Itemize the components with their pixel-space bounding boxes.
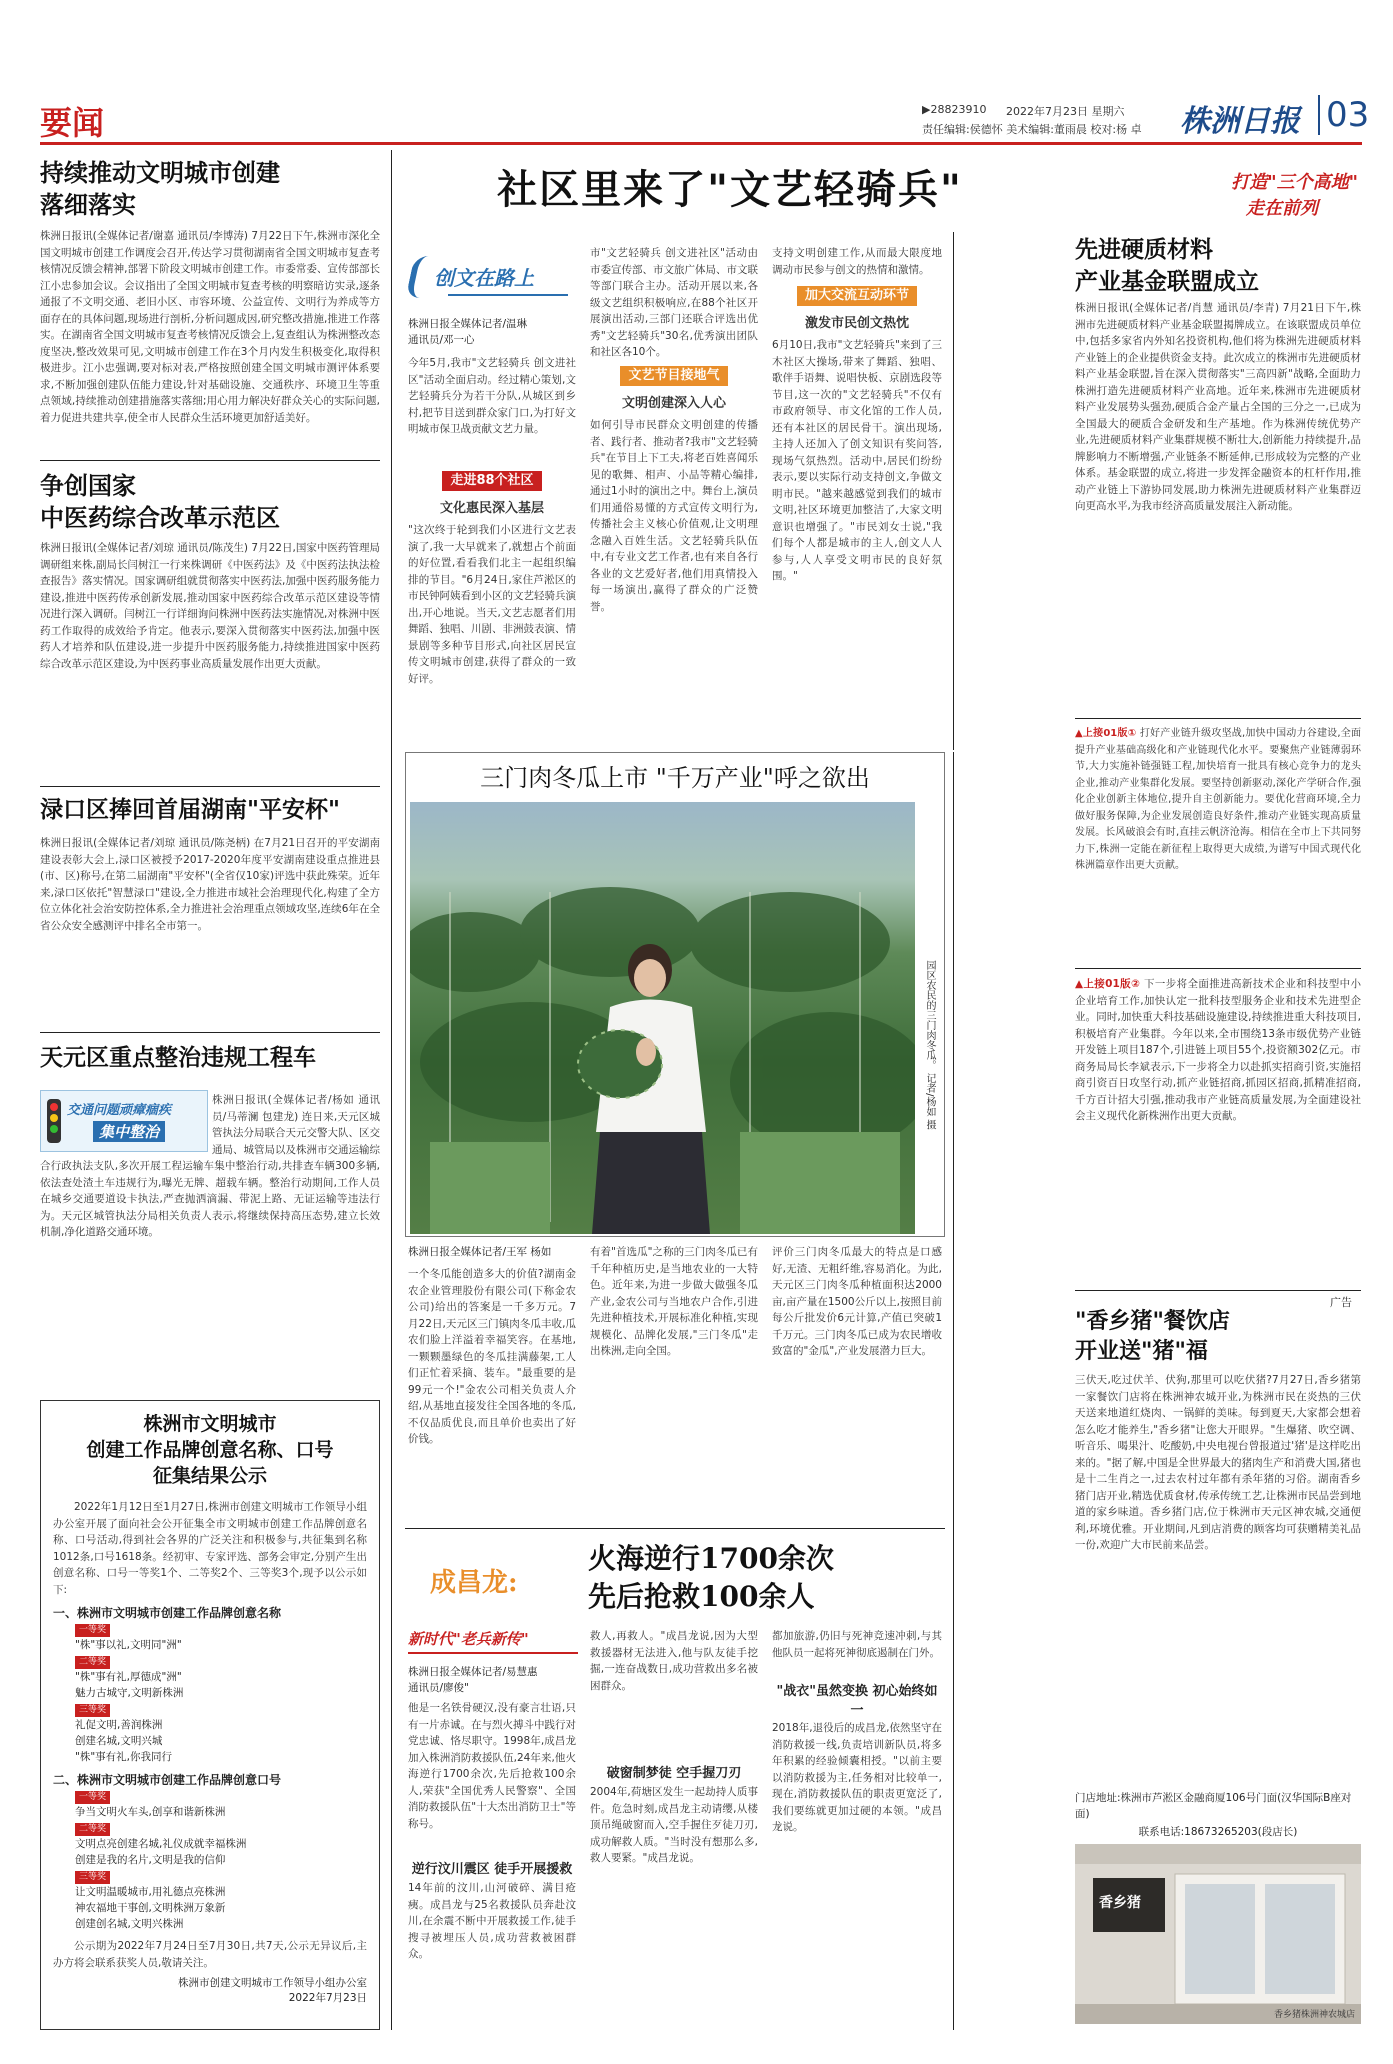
byline-winter-melon: 株洲日报全媒体记者/王军 杨如 [408, 1246, 552, 1258]
continued-ref-2: ▲上接01版② [1075, 978, 1141, 990]
firefighter-subhead-a: 逆行汶川震区 徒手开展援救 [411, 1862, 573, 1877]
firefighter-col-c: 都加旅游,仍旧与死神竞速冲刺,与其他队员一起将死神彻底遏制在门外。 [772, 1630, 942, 1659]
column-logo-civilization [408, 250, 574, 310]
art-cavalry-col-b2: 如何引导市民群众文明创建的传播者、践行者、推动者?我市"文艺轻骑兵"在节目上下工夫,将老百姓喜闻乐见的歌舞、相声、小品等精心编排,通过1小时的演出之中。舞台上,演员们用通俗易懂的方式宣传文明行为,传播社会主义核心价值观,让文明理念融入百姓生活。文艺轻骑兵队伍中,有专业文艺工作者,也有来自各行各业的文艺爱好者,他们用真情投入每一场演出,赢得了群众的广泛赞誉。 [590, 419, 758, 613]
column-tag-veteran [408, 1628, 578, 1654]
winter-melon-col-c: 评价三门肉冬瓜最大的特点是口感好,无渣、无粗纤维,容易消化。为此,天元区三门肉冬瓜种植面积达2000亩,亩产量在1500公斤以上,按照目前每公斤批发价6元计算,产值已突破1千万元。三门肉冬瓜已成为农民增收致富的"金瓜",产业发展潜力巨大。 [772, 1246, 942, 1357]
column-divider [391, 150, 392, 2030]
column-divider [953, 752, 954, 2030]
photo-caption-winter-melon: 园区农民的三门肉冬瓜。 记者/杨如 摄 [924, 960, 935, 1130]
notice-intro: 2022年1月12日至1月27日,株洲市创建文明城市工作领导小组办公室开展了面向社会公开征集全市文明城市创建工作品牌创意名称、口号活动,得到社会各界的广泛关注和积极参与,共征集到名称1012条,口号1618条。经初审、专家评选、部务会审定,分别产生出创意名称、口号一等奖1个、二等奖2个、三等奖3个,现予以公示如下: [53, 1501, 367, 1596]
logo-text: 创文在路上 [434, 266, 534, 290]
firefighter-col-a2: 14年前的汶川,山河破碎、满目疮痍。成昌龙与25名救援队员奔赴汶川,在余震不断中开展救援工作,徒手搜寻被埋压人员,成功营救被困群众。 [408, 1882, 576, 1960]
award-entry: 创建名城,文明兴城 [75, 1735, 163, 1747]
firefighter-col-b2: 2004年,荷塘区发生一起劫持人质事件。危急时刻,成昌龙主动请缨,从楼顶吊绳破窗而入,空手握住歹徒刀刃,成功解救人质。"当时没有想那么多,救人要紧。"成昌龙说。 [590, 1786, 758, 1864]
award-tag: 二等奖 [75, 1820, 367, 1836]
article-title-tianyuan-trucks: 天元区重点整治违规工程车 [40, 1044, 316, 1071]
continued-ref-1: ▲上接01版① [1075, 728, 1137, 739]
section-label: 要闻 [40, 104, 105, 142]
winter-melon-col-b: 有着"首选瓜"之称的三门肉冬瓜已有千年种植历史,是当地农业的一大特色。近年来,为进一步做大做强冬瓜产业,金农公司与当地农户合作,引进先进种植技术,开展标准化种植,实现规模化、品牌化发展,"三门冬瓜"走出株洲,走向全国。 [590, 1246, 758, 1357]
award-entry: "株"事有礼,厚德成"洲" [75, 1671, 182, 1683]
award-entry: 争当文明火车头,创享和谐新株洲 [75, 1806, 226, 1818]
award-entry: 创建创名城,文明兴株洲 [75, 1918, 184, 1930]
column-tag-text: 新时代"老兵新传" [408, 1630, 529, 1648]
ad-rule [1075, 1290, 1361, 1291]
divider [40, 786, 380, 787]
divider [405, 1528, 945, 1529]
store-photo-caption: 香乡猪株洲神农城店 [1273, 2010, 1355, 2020]
award-tag: 三等奖 [75, 1868, 367, 1884]
masthead-hotline: ▶28823910 [922, 103, 987, 116]
notice-section-1-list [53, 1621, 367, 1765]
column-divider [953, 232, 954, 750]
badge-line-1: 交通问题顽瘴痼疾 [67, 1103, 172, 1118]
notice-section-1: 一、株洲市文明城市创建工作品牌创意名称 [53, 1606, 282, 1620]
masthead-page-number: 03 [1318, 95, 1369, 135]
winter-melon-col-a: 一个冬瓜能创造多大的价值?湖南金农企业管理股份有限公司(下称金农公司)给出的答案是一千多万元。7月22日,天元区三门镇肉冬瓜丰收,瓜农们脸上洋溢着幸福笑容。在基地,一颗颗墨绿色的冬瓜挂满藤架,工人们正忙着采摘、装车。"最重要的是99元一个!"金农公司相关负责人介绍,从基地直接发往全国各地的冬瓜,不仅品质优良,而且单价也卖出了好价钱。 [408, 1268, 576, 1445]
art-cavalry-col-c: 支持文明创建工作,从而最大限度地调动市民参与创文的热情和激情。 [772, 247, 942, 276]
article-body-civilized-city: 株洲日报讯(全媒体记者/谢嘉 通讯员/李博涛) 7月22日下午,株洲市深化全国文明城市创建工作调度会召开,传达学习贯彻湖南省全国文明城市复查考核情况反馈会精神,部署下阶段文明城市创建工作。市委常委、宣传部部长江小忠参加会议。会议指出了全国文明城市复查考核的明察暗访实录,逐条通报了不文明交通、老旧小区、市容环境、公益宣传、文明行为养成等方面存在的具体问题,现场进行剖析,分析问题成因,研究整改措施,推进工作落实。在湖南省全国文明城市复查考核情况反馈会上,复查组认为株洲整改态度坚决,整改效果可见,文明城市创建工作在3个月内发生积极变化,取得积极进步。江小忠强调,要对标对表,严格按照创建全国文明城市测评体系要求,不断加强创建队伍能力建设,针对基础设施、交通秩序、环境卫生等重点领域,持续推动创建措施落实落细;用心用力解决好群众关心的实际问题,着力促进共建共享,使全市人民群众生活环境更加舒适美好。 [40, 230, 380, 424]
notice-section-2: 二、株洲市文明城市创建工作品牌创意口号 [53, 1773, 282, 1787]
art-cavalry-col-c2: 6月10日,我市"文艺轻骑兵"来到了三木社区大操场,带来了舞蹈、独唱、歌伴手语舞、说唱快板、京剧选段等节目,这一次的"文艺轻骑兵"不仅有市政府领导、市文化馆的工作人员,还有本社区的居民骨干。演出现场,主持人还加入了创文知识有奖问答,现场气氛热烈。活动中,居民们纷纷表示,要以实际行动支持创文,争做文明市民。"越来越感觉到我们的城市文明,社区环境更加整洁了,大家文明意识也增强了。"市民刘女士说,"我们每个人都是城市的主人,创文人人参与,人人享受文明市民的良好氛围。" [772, 339, 942, 582]
article-body-tianyuan-trucks: 株洲日报讯(全媒体记者/杨如 通讯员/马蒂澜 包建龙) 连日来,天元区城管执法分局联合天元交警大队、区交通局、城管局以及株洲市交通运输综合行政执法支队,多次开展工程运输车集中整治行动,共排查车辆300多辆,依法查处渣土车违规行为,曝光无牌、超载车辆。整治行动期间,工作人员在城乡交通要道设卡执法,严查抛洒滴漏、带泥上路、无证运输等违法行为。天元区城管执法分局相关负责人表示,将继续保持高压态势,建立长效机制,净化道路交通环境。 [40, 1094, 380, 1238]
art-cavalry-subhead-b: 文艺节目接地气 文明创建深入人心 [621, 368, 726, 411]
article-body-lukou-safety-cup: 株洲日报讯(全媒体记者/刘琼 通讯员/陈尧柄) 在7月21日召开的平安湖南建设表彰大会上,渌口区被授予2017-2020年度平安湖南建设重点推进县(市、区)称号,在第二届湖南"平安杯"(全省仅10家)评选中获此殊荣。近年来,渌口区依托"智慧渌口"建设,全力推进市域社会治理现代化,构建了全方位立体化社会治安防控体系,全力推进社会治理重点领域攻坚,连续6年在全省公众安全感测评中排名全市第一。 [40, 837, 380, 932]
store-address: 门店地址:株洲市芦淞区金融商厦106号门面(汉华国际B座对面) [1075, 1792, 1352, 1820]
art-cavalry-subhead-a: 走进88个社区 文化惠民深入基层 [439, 473, 544, 516]
firefighter-subhead-c: "战衣"虽然变换 初心始终如一 [776, 1684, 938, 1718]
article-title-hard-materials: 先进硬质材料 产业基金联盟成立 [1075, 236, 1259, 295]
award-entry: 创建是我的名片,文明是我的信仰 [75, 1854, 226, 1866]
article-title-lukou-safety-cup: 渌口区捧回首届湖南"平安杯" [40, 796, 340, 823]
notice-signature: 株洲市创建文明城市工作领导小组办公室 [178, 1977, 367, 1989]
notice-box [40, 1400, 380, 2030]
award-entry: 文明点亮创建名城,礼仪成就幸福株洲 [75, 1838, 247, 1850]
notice-outro: 公示期为2022年7月24日至7月30日,共7天,公示无异议后,主办方将会联系获奖人员,敬请关注。 [53, 1940, 367, 1969]
firefighter-col-a: 他是一名铁骨硬汉,没有豪言壮语,只有一片赤诚。在与烈火搏斗中践行对党忠诚、恪尽职守。1998年,成昌龙加入株洲消防救援队伍,24年来,他火海逆行1700余次,先后抢救100余人,荣获"全国优秀人民警察"、全国消防救援队伍"十大杰出消防卫士"等称号。 [408, 1702, 576, 1830]
badge-line-2: 集中整治 [93, 1121, 165, 1142]
award-tag: 三等奖 [75, 1701, 367, 1717]
art-cavalry-subhead-c: 加大交流互动环节 激发市民创文热忱 [772, 280, 942, 331]
award-entry: 让文明温暖城市,用礼德点亮株洲 [75, 1886, 226, 1898]
art-cavalry-col-a: 今年5月,我市"文艺轻骑兵 创文进社区"活动全面启动。经过精心策划,文艺轻骑兵分为若干分队,从城区到乡村,把节目送到群众家门口,为打好文明城市保卫战贡献文艺力量。 [408, 357, 576, 435]
award-entry: 魅力古城守,文明新株洲 [75, 1687, 184, 1699]
feature-title-art-cavalry: 社区里来了"文艺轻骑兵" [497, 166, 963, 213]
divider [1075, 968, 1361, 969]
ad-title-xiangxiang-pig: "香乡猪"餐饮店 开业送"猪"福 [1075, 1308, 1230, 1364]
masthead-date: 2022年7月23日 星期六 [1006, 105, 1125, 118]
subhead-orange: 文艺节目接地气 [620, 366, 727, 386]
store-phone: 联系电话:18673265203(段店长) [1138, 1826, 1298, 1838]
person-name-label: 成昌龙: [430, 1568, 518, 1598]
side-banner-line-1: 打造"三个高地" [1231, 172, 1358, 193]
storefront-scene [1075, 1844, 1361, 2024]
ad-body-xiangxiang-pig: 三伏天,吃过伏羊、伏狗,那里可以吃伏猪?7月27日,香乡猪第一家餐饮门店将在株洲神农城开业,为株洲市民在炎热的三伏天送来地道红烧肉、一锅鲜的美味。每到夏天,大家都会想着怎么吃才能养生,"香乡猪"让您大开眼界。"生爆猪、吹空调、听音乐、喝果汁、吃酸奶,中央电视台曾报道过'猪'是这样吃出来的。"据了解,中国是全世界最大的猪肉生产和消费大国,猪也是十二生肖之一,过去农村过年都有杀年猪的习俗。湖南香乡猪门店开业,精选优质食材,传承传统工艺,让株洲市民品尝到地道的家乡味道。香乡猪门店,位于株洲市天元区神农城,交通便利,环境优雅。开业期间,凡到店消费的顾客均可获赠精美礼品一份,欢迎广大市民前来品尝。 [1075, 1374, 1361, 1551]
article-title-civilized-city: 持续推动文明城市创建 落细落实 [40, 158, 280, 219]
firefighter-subhead-b: 破窗制梦徒 空手握刀刃 [606, 1766, 742, 1781]
ad-label: 广告 [1330, 1296, 1352, 1309]
notice-date: 2022年7月23日 [288, 1992, 367, 2004]
masthead-rule [40, 142, 1362, 145]
award-tag: 二等奖 [75, 1653, 367, 1669]
award-entry: 神农福地干事创,文明株洲万象新 [75, 1902, 226, 1914]
store-sign: 香乡猪 [1099, 1895, 1141, 1911]
side-banner [1058, 168, 1358, 220]
firefighter-col-b: 救人,再救人。"成昌龙说,因为大型救援器材无法进入,他与队友徒手挖掘,一连奋战数日,成功营救出多名被困群众。 [590, 1630, 758, 1692]
continued-article-2: ▲上接01版② 下一步将全面推进高新技术企业和科技型中小企业培育工作,加快认定一批科技型服务企业和技术先进型企业。同时,加快重大科技基础设施建设,持续推进重大科技项目,积极培育产业集群。今年以来,全市围绕13条市级优势产业链开发链上项目187个,引进链上项目55个,投资额302亿元。市商务局局长李斌表示,下一步将全力以赴抓实招商引资,实施招商引资百日攻坚行动,抓产业链招商,抓园区招商,抓精准招商,千方百计招大引强,推动我市产业链高质量发展,为全面建设社会主义现代化新株洲作出更大贡献。 [1075, 978, 1361, 1122]
store-photo [1075, 1844, 1361, 2024]
award-tag: 一等奖 [75, 1788, 367, 1804]
winter-melon-photo [410, 802, 915, 1234]
feature-title-winter-melon: 三门肉冬瓜上市 "千万产业"呼之欲出 [480, 764, 870, 792]
farm-scene [410, 802, 915, 1234]
byline-art-cavalry: 株洲日报全媒体记者/温琳 通讯员/邓一心 [408, 318, 528, 346]
masthead-paper-logo: 株洲日报 [1180, 104, 1300, 139]
notice-section-2-list [53, 1788, 367, 1932]
article-body-tcm-reform: 株洲日报讯(全媒体记者/刘琼 通讯员/陈茂生) 7月22日,国家中医药管理局调研组来株,副局长闫树江一行来株调研《中医药法》及《中医药法执法检查报告》落实情况。国家调研组就贯彻落实中医药法,加强中医药服务能力建设,推进中医药传承创新发展,推动国家中医药综合改革示范区建设等情况进行深入调研。闫树江一行详细询问株洲中医药法实施情况,对株洲中医药工作取得的成效给予肯定。他表示,要深入贯彻落实中医药法,加强中医药人才培养和队伍建设,进一步提升中医药服务能力,持续推进国家中医药综合改革示范区建设,为中医药事业高质量发展作出更大贡献。 [40, 542, 380, 670]
masthead-editors: 责任编辑:侯德怀 美术编辑:董雨晨 校对:杨 卓 [922, 123, 1142, 136]
subhead-red: 走进88个社区 [442, 471, 541, 491]
award-entry: "株"事以礼,文明同"洲" [75, 1639, 182, 1651]
divider [1075, 718, 1361, 719]
article-body-hard-materials: 株洲日报讯(全媒体记者/肖慧 通讯员/李青) 7月21日下午,株洲市先进硬质材料产业基金联盟揭牌成立。在该联盟成员单位中,包括多家省内外知名投资机构,他们将为株洲先进硬质材料产业链上的企业提供资金支持。此次成立的株洲市先进硬质材料产业基金联盟,旨在深入贯彻落实"三高四新"战略,全面助力株洲打造先进硬质材料产业高地。近年来,株洲市先进硬质材料产业发展势头强劲,硬质合金产量占全国的三分之一,已成为全国最大的硬质合金研发和生产基地。作为株洲传统优势产业,先进硬质材料产业集群规模不断壮大,创新能力持续提升,品牌影响力不断增强,产业链条不断延伸,已形成较为完整的产业体系。基金联盟的成立,将进一步发挥金融资本的杠杆作用,推动产业链上下游协同发展,助力株洲先进硬质材料产业集群迈向更高水平,为我市经济高质量发展注入新动能。 [1075, 302, 1361, 512]
byline-firefighter: 株洲日报全媒体记者/易慧惠 通讯员/廖俊" [408, 1666, 538, 1694]
feature-title-firefighter: 火海逆行1700余次 先后抢救100余人 [588, 1542, 834, 1613]
art-cavalry-col-a2: "这次终于轮到我们小区进行文艺表演了,我一大早就来了,就想占个前面的好位置,看看我们北主一起组织编排的节目。"6月24日,家住芦淞区的市民钟阿姨看到小区的文艺轻骑兵演出,开心地说。当天,文艺志愿者们用舞蹈、独唱、川剧、非洲鼓表演、情景剧等多种节目形式,向社区居民宣传文明城市创建,获得了群众的一致好评。 [408, 524, 576, 685]
award-entry: "株"事有礼,你我同行 [75, 1751, 172, 1763]
notice-title: 株洲市文明城市 创建工作品牌创意名称、口号 征集结果公示 [86, 1413, 334, 1487]
award-tag: 一等奖 [75, 1621, 367, 1637]
divider [40, 460, 380, 461]
subhead-orange: 加大交流互动环节 [797, 286, 917, 306]
article-title-tcm-reform: 争创国家 中医药综合改革示范区 [40, 471, 280, 532]
art-cavalry-col-b: 市"文艺轻骑兵 创文进社区"活动由市委宣传部、市文旅广体局、市文联等部门联合主办。活动开展以来,各级文艺组织积极响应,在88个社区开展演出活动,三部门还联合评选出优秀"文艺轻骑兵"30名,优秀演出团队和社区各10个。 [590, 247, 758, 357]
divider [40, 1032, 380, 1033]
continued-article-1: ▲上接01版① 打好产业链升级攻坚战,加快中国动力谷建设,全面提升产业基础高级化和产业链现代化水平。要聚焦产业链薄弱环节,大力实施补链强链工程,加快培育一批具有核心竞争力的龙头企业,推动产业集群化发展。要坚持创新驱动,深化产学研合作,强化企业创新主体地位,提升自主创新能力。要优化营商环境,全力做好服务保障,为企业发展创造良好条件,推动产业链实现高质量发展。长风破浪会有时,直挂云帆济沧海。相信在全市上下共同努力下,株洲一定能在新征程上取得更大成绩,为谱写中国式现代化株洲篇章作出更大贡献。 [1075, 728, 1361, 871]
award-entry: 礼促文明,善润株洲 [75, 1719, 163, 1731]
side-banner-line-2: 走在前列 [1246, 198, 1318, 219]
firefighter-col-c2: 2018年,退役后的成昌龙,依然坚守在消防救援一线,负责培训新队员,将多年积累的经验倾囊相授。"以前主要以消防救援为主,任务相对比较单一,现在,消防救援队伍的职责更宽泛了,我们要练就更加过硬的本领。"成昌龙说。 [772, 1722, 942, 1833]
